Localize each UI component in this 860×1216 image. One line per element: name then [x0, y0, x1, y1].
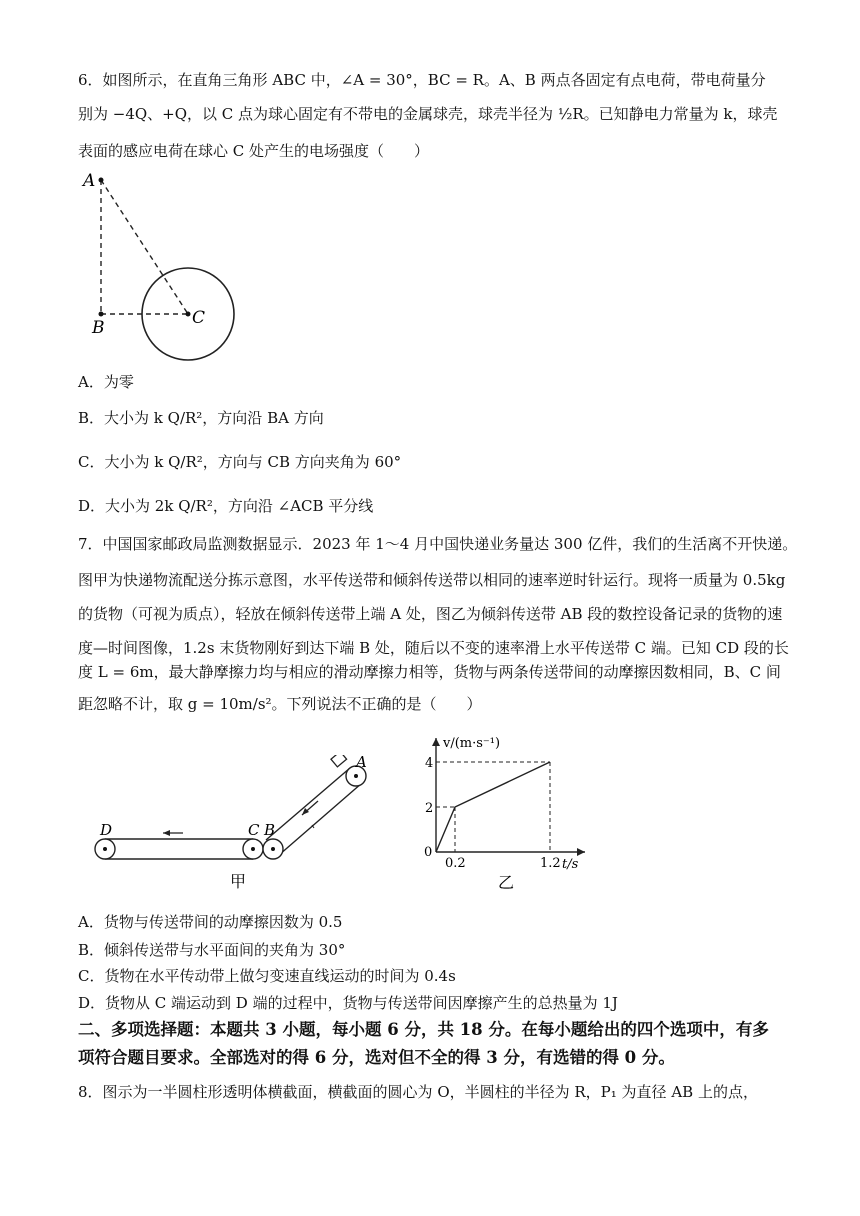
q8-text-line-1: 8．图示为一半圆柱形透明体横截面，横截面的圆心为 O，半圆柱的半径为 R，P₁ 为直径 AB 上的点，	[78, 1083, 758, 1101]
section-2-heading-line-2: 项符合题目要求。全部选对的得 6 分，选对但不全的得 3 分，有选错的得 0 分。	[78, 1048, 675, 1067]
vt-origin-label: 0	[424, 845, 433, 860]
q6-option-c: C．大小为 k Q/R²，方向与 CB 方向夹角为 60°	[78, 453, 402, 471]
q7-text-line-5: 度 L = 6m，最大静摩擦力均与相应的滑动摩擦力相等，货物与两条传送带间的动摩擦因数相同，B、C 间	[78, 663, 781, 681]
q6-triangle-sphere-figure	[80, 168, 250, 363]
q7-text-line-3: 的货物（可视为质点），轻放在倾斜传送带上端 A 处，图乙为倾斜传送带 AB 段的数控设备记录的货物的速	[78, 605, 783, 623]
q7-point-c-label: C	[248, 821, 260, 839]
q7-point-b-label: B	[264, 821, 276, 839]
q7-text-line-1: 7．中国国家邮政局监测数据显示．2023 年 1～4 月中国快递业务量达 300 亿件，我们的生活离不开快递。	[78, 535, 798, 553]
vt-y-tick-label: 4	[425, 756, 434, 771]
q7-point-d-label: D	[100, 821, 113, 839]
q7-text-line-4: 度—时间图像，1.2s 末货物刚好到达下端 B 处，随后以不变的速率滑上水平传送带 C 端。已知 CD 段的长	[78, 639, 789, 657]
q7-option-a: A．货物与传送带间的动摩擦因数为 0.5	[78, 913, 343, 931]
vt-x-axis-label: t/s	[562, 857, 579, 872]
q7-velocity-time-chart	[420, 728, 600, 898]
q7-figure-jia-caption: 甲	[230, 872, 247, 891]
vt-y-tick-label: 2	[425, 801, 434, 816]
q7-option-b: B．倾斜传送带与水平面间的夹角为 30°	[78, 941, 346, 959]
q7-text-line-2: 图甲为快递物流配送分拣示意图，水平传送带和倾斜传送带以相同的速率逆时针运行。现将一质量为 0.5kg	[78, 571, 786, 589]
q7-text-line-6: 距忽略不计，取 g = 10m/s²。下列说法不正确的是（ ）	[78, 695, 482, 713]
q6-point-a-label: A	[83, 171, 96, 191]
q6-option-b: B．大小为 k Q/R²，方向沿 BA 方向	[78, 409, 324, 427]
q6-option-d: D．大小为 2k Q/R²，方向沿 ∠ACB 平分线	[78, 497, 374, 515]
q7-conveyor-figure	[90, 755, 380, 895]
q7-point-a-label: A	[356, 755, 367, 771]
vt-x-tick-label: 1.2	[540, 856, 561, 871]
q6-point-b-label: B	[92, 318, 105, 338]
q7-option-c: C．货物在水平传动带上做匀变速直线运动的时间为 0.4s	[78, 967, 456, 985]
q7-option-d: D．货物从 C 端运动到 D 端的过程中，货物与传送带间因摩擦产生的总热量为 1J	[78, 994, 618, 1012]
section-2-heading-line-1: 二、多项选择题：本题共 3 小题，每小题 6 分，共 18 分。在每小题给出的四个选项中，有多	[78, 1020, 769, 1039]
q6-point-c-label: C	[192, 308, 206, 328]
q6-text-line-3: 表面的感应电荷在球心 C 处产生的电场强度（ ）	[78, 142, 430, 160]
q6-option-a: A．为零	[78, 373, 134, 391]
vt-y-axis-label: v/(m·s⁻¹)	[443, 736, 501, 751]
q6-text-line-2: 别为 −4Q、+Q，以 C 点为球心固定有不带电的金属球壳，球壳半径为 ½R。已知静电力常量为 k，球壳	[78, 105, 778, 123]
q6-text-line-1: 6．如图所示，在直角三角形 ABC 中，∠A = 30°，BC = R。A、B 两点各固定有点电荷，带电荷量分	[78, 71, 766, 89]
q7-figure-yi-caption: 乙	[498, 873, 515, 892]
vt-x-tick-label: 0.2	[445, 856, 466, 871]
